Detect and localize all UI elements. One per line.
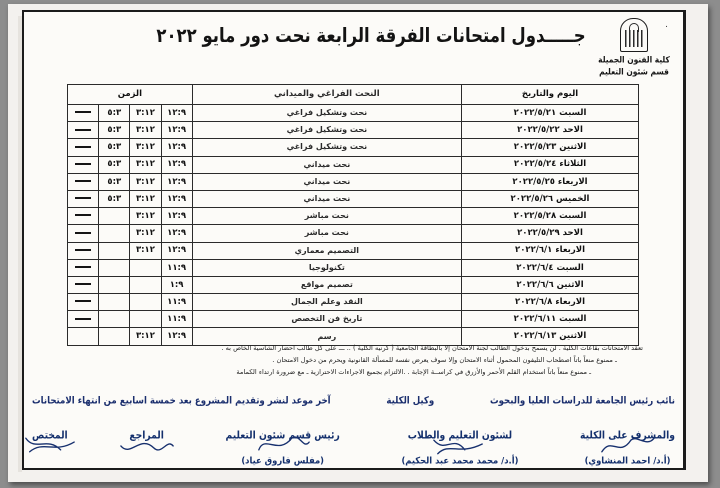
table-row: [68, 208, 639, 225]
cell-subject: النقد وعلم الجمال: [192, 294, 461, 311]
signature-block-1: [401, 418, 518, 465]
cell-date: الخميس ٢٠٢٢/٥/٢٦: [462, 190, 639, 207]
cell-date: السبت ٢٠٢٢/٥/٢٨: [462, 208, 639, 225]
table-row: [68, 242, 639, 259]
cell-time-3: [99, 225, 130, 242]
cell-time-2: [130, 311, 161, 328]
cell-subject: نحت ميداني: [192, 156, 461, 173]
cell-dash-mark: [68, 311, 99, 328]
scanned-sheet: [8, 4, 708, 482]
department-name: قسم شئون التعليم: [599, 66, 669, 78]
cell-time-2: [130, 276, 161, 293]
exam-schedule-table: [67, 84, 639, 346]
document-footer: [24, 396, 683, 472]
dash-icon: [75, 300, 91, 302]
schedule-table-wrapper: [67, 84, 639, 346]
dash-icon: [75, 111, 91, 113]
signature-role-0: نائب رئيس الجامعة للدراسات العليا والبحوث: [490, 395, 675, 407]
cell-dash-mark: [68, 139, 99, 156]
cell-dash-mark: [68, 328, 99, 345]
cell-date: السبت ٢٠٢٢/٥/٢١: [462, 105, 639, 122]
cell-dash-mark: [68, 156, 99, 173]
cell-time-3: ٥:٣: [99, 190, 130, 207]
cell-subject: رسم: [192, 328, 461, 345]
dash-icon: [75, 180, 91, 182]
cell-time-3: [99, 242, 130, 259]
cell-time-1: ١١:٩: [161, 311, 192, 328]
cell-time-3: ٥:٣: [99, 173, 130, 190]
cell-date: الاثنين ٢٠٢٢/٦/١٣: [462, 328, 639, 345]
deadline-note: آخر موعد لنشر وتقديم المشروع بعد خمسة اسابيع من انتهاء الامتحانات: [32, 395, 331, 407]
signature-role2-3: المراجع: [129, 429, 164, 442]
table-row: [68, 294, 639, 311]
dash-icon: [75, 197, 91, 199]
column-header-subject: النحت الفراغي والميداني: [192, 85, 461, 105]
cell-subject: تكنولوجيا: [192, 259, 461, 276]
signature-name-0: (أ.د/ احمد المنشاوي): [584, 454, 671, 466]
cell-dash-mark: [68, 122, 99, 139]
dash-icon: [75, 232, 91, 234]
cell-date: الثلاثاء ٢٠٢٢/٥/٢٤: [462, 156, 639, 173]
cell-subject: نحت وتشكيل فراغي: [192, 105, 461, 122]
signature-role2-4: المختص: [32, 429, 68, 442]
table-row: [68, 225, 639, 242]
cell-subject: نحت مباشر: [192, 208, 461, 225]
cell-dash-mark: [68, 190, 99, 207]
note-line-3: ـ ممنوع منعاً باتاً استخدام القلم الأحمر والأزرق في كراســة الإجابة . .الالتزام بجميع الاجراءات الاحترازية ـ مع ضرورة ارتداء الكمامة: [236, 368, 591, 377]
cell-dash-mark: [68, 105, 99, 122]
dash-icon: [75, 318, 91, 320]
table-row: [68, 156, 639, 173]
cell-time-1: ١٢:٩: [161, 122, 192, 139]
signature-role2-2: رئيس قسم شئون التعليم: [225, 429, 340, 442]
cell-time-1: ١٢:٩: [161, 173, 192, 190]
cell-dash-mark: [68, 173, 99, 190]
dash-icon: [75, 163, 91, 165]
cell-date: الاثنين ٢٠٢٢/٥/٢٣: [462, 139, 639, 156]
crest-bars: [625, 30, 643, 47]
dash-icon: [75, 266, 91, 268]
cell-subject: تصميم مواقع: [192, 276, 461, 293]
cell-time-2: ٣:١٢: [130, 328, 161, 345]
cell-subject: نحت مباشر: [192, 225, 461, 242]
signature-block-4: [32, 418, 68, 455]
table-row: [68, 139, 639, 156]
table-row: [68, 259, 639, 276]
cell-date: الاربعاء ٢٠٢٢/٦/١: [462, 242, 639, 259]
signature-role2-0: والمشرف على الكلية: [580, 429, 675, 442]
cell-time-2: [130, 294, 161, 311]
cell-date: الاحد ٢٠٢٢/٥/٢٢: [462, 122, 639, 139]
signature-name-2: (مفلس فاروق عياد): [241, 454, 324, 466]
cell-subject: نحت وتشكيل فراغي: [192, 122, 461, 139]
cell-dash-mark: [68, 225, 99, 242]
signature-block-3: [129, 418, 164, 455]
note-line-1: تعقد الامتحانات بقاعات الكلية . لن يسمح بدخول الطالب لجنة الامتحان إلا بالبطاقة الجامعية ( كرنيه الكلية ) .. ـــ على كل طالب احضار الشاسية الخاص به .: [221, 344, 643, 352]
cell-time-3: [99, 294, 130, 311]
table-row: [68, 173, 639, 190]
table-row: [68, 190, 639, 207]
cell-dash-mark: [68, 294, 99, 311]
column-header-date: اليوم والتاريخ: [462, 85, 639, 105]
university-crest-icon: [620, 18, 648, 52]
dash-icon: [75, 214, 91, 216]
exam-schedule-document: [22, 10, 686, 470]
cell-date: الاربعاء ٢٠٢٢/٥/٢٥: [462, 173, 639, 190]
dash-icon: [75, 129, 91, 131]
cell-time-2: [130, 259, 161, 276]
dash-icon: [75, 146, 91, 148]
corner-mark: ٠: [664, 22, 669, 32]
cell-time-2: ٣:١٢: [130, 208, 161, 225]
footer-top-row: [32, 395, 675, 407]
signature-block-0: [580, 418, 675, 465]
dash-icon: [75, 249, 91, 251]
note-line-2: ـ ممنوع منعاً باتاً اصطحاب التليفون المحمول أثناء الامتحان وإلا سوف يعرض نفسه للمسألة القانونية ويحرم من دخول الامتحان .: [272, 356, 617, 365]
cell-date: الاثنين ٢٠٢٢/٦/٦: [462, 276, 639, 293]
cell-time-3: [99, 311, 130, 328]
exam-notes: [123, 342, 643, 379]
cell-time-3: [99, 208, 130, 225]
cell-dash-mark: [68, 208, 99, 225]
cell-date: الاحد ٢٠٢٢/٥/٢٩: [462, 225, 639, 242]
cell-time-1: ١١:٩: [161, 259, 192, 276]
cell-time-3: ٥:٣: [99, 156, 130, 173]
table-row: [68, 105, 639, 122]
column-header-time-group: الزمن: [68, 85, 193, 105]
cell-time-3: ٥:٣: [99, 122, 130, 139]
cell-time-1: ١:٩: [161, 276, 192, 293]
table-row: [68, 276, 639, 293]
signature-role2-1: لشئون التعليم والطلاب: [407, 429, 513, 442]
signature-name-1: (أ.د/ محمد محمد عبد الحكيم): [401, 454, 519, 466]
signature-block-2: [226, 418, 340, 465]
cell-time-2: ٣:١٢: [130, 242, 161, 259]
cell-subject: نحت ميداني: [192, 190, 461, 207]
cell-subject: التصميم معماري: [192, 242, 461, 259]
faculty-name: كلية الفنون الجميلة: [598, 54, 670, 65]
cell-dash-mark: [68, 242, 99, 259]
cell-dash-mark: [68, 276, 99, 293]
cell-time-1: ١٢:٩: [161, 105, 192, 122]
cell-subject: تاريخ فن التخصص: [192, 311, 461, 328]
cell-dash-mark: [68, 259, 99, 276]
cell-time-1: ١٢:٩: [161, 208, 192, 225]
cell-time-2: ٣:١٢: [130, 122, 161, 139]
cell-subject: نحت وتشكيل فراغي: [192, 139, 461, 156]
cell-time-1: ١١:٩: [161, 294, 192, 311]
cell-time-1: ١٢:٩: [161, 225, 192, 242]
cell-time-1: ١٢:٩: [161, 328, 192, 345]
cell-time-2: ٣:١٢: [130, 139, 161, 156]
dash-icon: [75, 283, 91, 285]
cell-time-3: ٥:٣: [99, 105, 130, 122]
cell-time-2: ٣:١٢: [130, 225, 161, 242]
signature-row: [32, 418, 675, 465]
cell-time-2: ٣:١٢: [130, 190, 161, 207]
cell-time-2: ٣:١٢: [130, 156, 161, 173]
cell-time-3: [99, 259, 130, 276]
page-title: جـــــدول امتحانات الفرقة الرابعة نحت دور مايو ٢٠٢٢: [156, 24, 586, 47]
table-body: [68, 105, 639, 346]
cell-time-3: [99, 276, 130, 293]
table-head: [68, 85, 639, 105]
cell-subject: نحت ميداني: [192, 173, 461, 190]
cell-time-2: ٣:١٢: [130, 173, 161, 190]
cell-time-1: ١٢:٩: [161, 190, 192, 207]
cell-time-3: ٥:٣: [99, 139, 130, 156]
document-header: [24, 12, 683, 84]
cell-time-1: ١٢:٩: [161, 139, 192, 156]
table-row: [68, 311, 639, 328]
table-row: [68, 122, 639, 139]
signature-role-1: وكيل الكلية: [386, 395, 435, 407]
cell-time-1: ١٢:٩: [161, 242, 192, 259]
cell-time-2: ٣:١٢: [130, 105, 161, 122]
cell-date: السبت ٢٠٢٢/٦/٤: [462, 259, 639, 276]
cell-date: السبت ٢٠٢٢/٦/١١: [462, 311, 639, 328]
cell-time-1: ١٢:٩: [161, 156, 192, 173]
cell-date: الاربعاء ٢٠٢٢/٦/٨: [462, 294, 639, 311]
table-header-row: [68, 85, 639, 105]
